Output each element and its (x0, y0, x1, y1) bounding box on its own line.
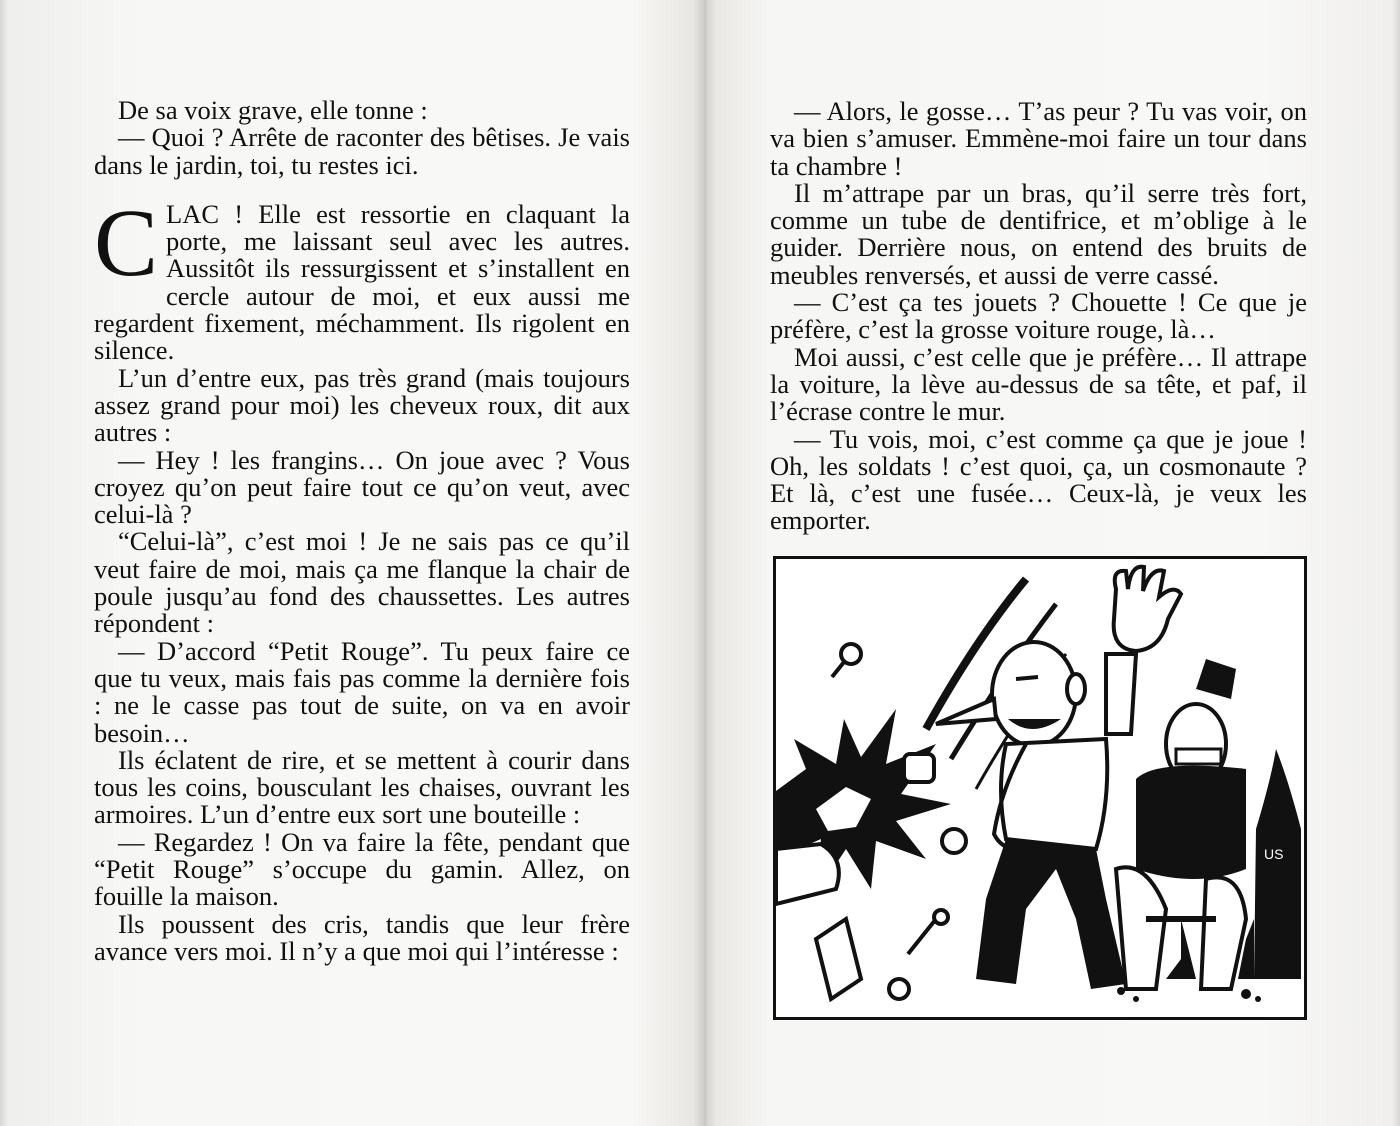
right-page-text (770, 98, 1307, 535)
right-page-edge (1392, 0, 1400, 1126)
paragraph: — Tu vois, moi, c’est comme ça que je joue ! Oh, les soldats ! c’est quoi, ça, un cosmonaute ? Et là, c’est une fusée… Ceux-là, je veux les emporter. (770, 423, 1307, 536)
paragraph-text: LAC ! Elle est ressortie en claquant la porte, me laissant seul avec les autres. Aussitôt ils ressurgissent et s’installent en cercle autour de moi, et eux aussi me regardent fixement, méchamment. Ils rigolent en silence. (94, 198, 630, 366)
paragraph: — Regardez ! On va faire la fête, pendant que “Petit Rouge” s’occupe du gamin. Allez, on fouille la maison. (94, 826, 630, 912)
paragraph: — Alors, le gosse… T’as peur ? Tu vas voir, on va bien s’amuser. Emmène-moi faire un tour dans ta chambre ! (770, 96, 1307, 181)
paragraph: — D’accord “Petit Rouge”. Tu peux faire ce que tu veux, mais fais pas comme la dernière fois : ne le casse pas tout de suite, on va en avoir besoin… (94, 635, 630, 748)
illustration-frame (773, 556, 1307, 1020)
paragraph: — Quoi ? Arrête de raconter des bêtises. Je vais dans le jardin, toi, tu restes ici. (94, 122, 630, 180)
rocket-label: US (1264, 846, 1284, 862)
drop-cap: C (94, 188, 159, 296)
paragraph-with-drop-cap (94, 188, 630, 366)
paragraph: Il m’attrape par un bras, qu’il serre très fort, comme un tube de dentifrice, et m’oblige à le guider. Derrière nous, on entend des bruits de meubles renversés, et aussi de verre cassé. (770, 177, 1307, 290)
paragraph: Moi aussi, c’est celle que je préfère… Il attrape la voiture, la lève au-dessus de sa tête, et paf, il l’écrase contre le mur. (770, 341, 1307, 427)
paragraph: “Celui-là”, c’est moi ! Je ne sais pas ce qu’il veut faire de moi, mais ça me flanque la chair de poule jusqu’au fond des chaussettes. Les autres répondent : (94, 526, 630, 639)
paragraph: — Hey ! les frangins… On joue avec ? Vous croyez qu’on peut faire tout ce qu’on veut, avec celui-là ? (94, 444, 630, 530)
left-page-edge (0, 0, 8, 1126)
paragraph: L’un d’entre eux, pas très grand (mais toujours assez grand pour moi) les cheveux roux, dit aux autres : (94, 362, 630, 448)
paragraph: Ils poussent des cris, tandis que leur frère avance vers moi. Il n’y a que moi qui l’intéresse : (94, 908, 630, 966)
paragraph: Ils éclatent de rire, et se mettent à courir dans tous les coins, bousculant les chaises, ouvrant les armoires. L’un d’entre eux sort une bouteille : (94, 744, 630, 830)
left-page-text (94, 97, 630, 965)
paragraph: De sa voix grave, elle tonne : (118, 95, 428, 125)
book-gutter (694, 0, 716, 1126)
section-break (94, 179, 630, 201)
paragraph: — C’est ça tes jouets ? Chouette ! Ce que je préfère, c’est la grosse voiture rouge, là… (770, 287, 1307, 345)
illustration (776, 559, 1304, 1017)
